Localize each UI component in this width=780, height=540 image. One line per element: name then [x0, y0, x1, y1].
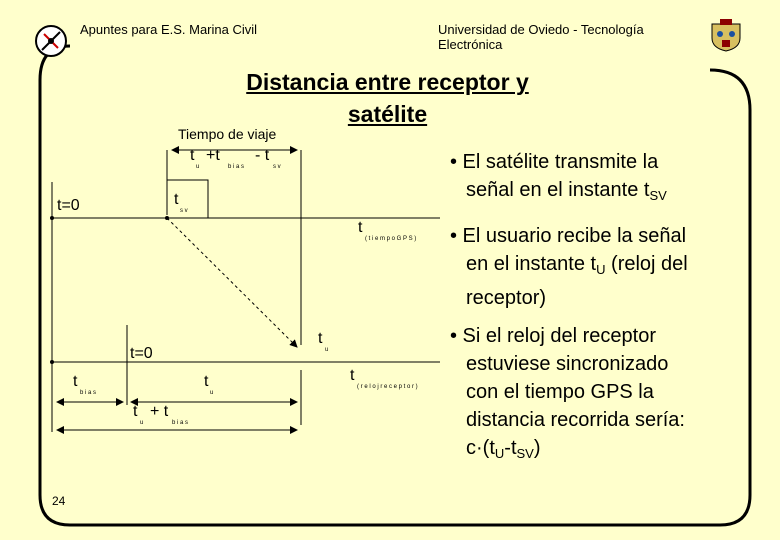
tu-t: t: [318, 330, 323, 347]
bullet-satellite-transmits: [450, 148, 750, 210]
header-university-name: Universidad de Oviedo - Tecnología Electrónica: [438, 22, 644, 52]
tbias-t: t: [73, 373, 78, 390]
trel-t: t: [350, 367, 355, 384]
expr-bot-u: u: [140, 420, 144, 426]
diagram-mark: SV: [649, 188, 667, 203]
bullet3-line1: • Si el reloj del receptor: [450, 325, 656, 347]
trel-sub: ( r e l o j r e c e p t o r ): [357, 384, 418, 390]
expr-top-t: t: [190, 147, 195, 164]
page-number: 24: [52, 494, 66, 508]
header-course-name: Apuntes para E.S. Marina Civil: [80, 22, 258, 37]
bullet3-formula: $c\cdot(t_U-t_{SV})$: [466, 437, 541, 461]
bullet1-line1: • El satélite transmite la: [450, 151, 659, 173]
bullet2-line1: • El usuario recibe la señal: [450, 225, 687, 247]
expr-top-bias: b i a s: [228, 164, 245, 170]
expr-bot-plus: + t: [150, 403, 169, 420]
bullet-clock-sync: [450, 322, 750, 468]
expr-top-plus: +t: [206, 147, 220, 164]
bullet1-line2: señal en el instante $t_{SV}$: [466, 179, 667, 203]
tsv-sub: s v: [180, 208, 188, 214]
expr-top-u: u: [196, 164, 200, 170]
tu2-sub: u: [210, 390, 214, 396]
bullet2-line2: en el instante $t_U$ (reloj del: [466, 253, 688, 277]
tsv-t: t: [174, 191, 179, 208]
bullet3-line4: distancia recorrida sería:: [466, 409, 685, 431]
travel-time-label: Tiempo de viaje: [178, 126, 277, 142]
slide-title-line1: Distancia entre receptor y: [246, 69, 529, 95]
bullet-user-receives: [450, 222, 750, 312]
tgps-t: t: [358, 219, 363, 236]
tu-sub: u: [325, 347, 329, 353]
expr-top-sv: s v: [273, 164, 281, 170]
bullet3-line3: con el tiempo GPS la: [466, 381, 654, 403]
diagram-mark: U: [596, 262, 606, 277]
diagram-mark: SV: [516, 446, 534, 461]
tu2-t: t: [204, 373, 209, 390]
tbias-sub: b i a s: [80, 390, 97, 396]
t0-satellite-label: t=0: [57, 197, 80, 214]
bullet3-line2: estuviese sincronizado: [466, 353, 669, 375]
expr-top-minus: - t: [255, 147, 270, 164]
bullet2-line3: receptor): [466, 287, 547, 309]
expr-bot-t: t: [133, 403, 138, 420]
signal-path: [167, 218, 297, 347]
diagram-mark: U: [494, 446, 505, 461]
t0-receiver-label: t=0: [130, 345, 153, 362]
slide-title-line2: satélite: [347, 101, 428, 127]
tgps-sub: ( t i e m p o G P S ): [365, 236, 417, 242]
expr-bot-bias: b i a s: [172, 420, 189, 426]
